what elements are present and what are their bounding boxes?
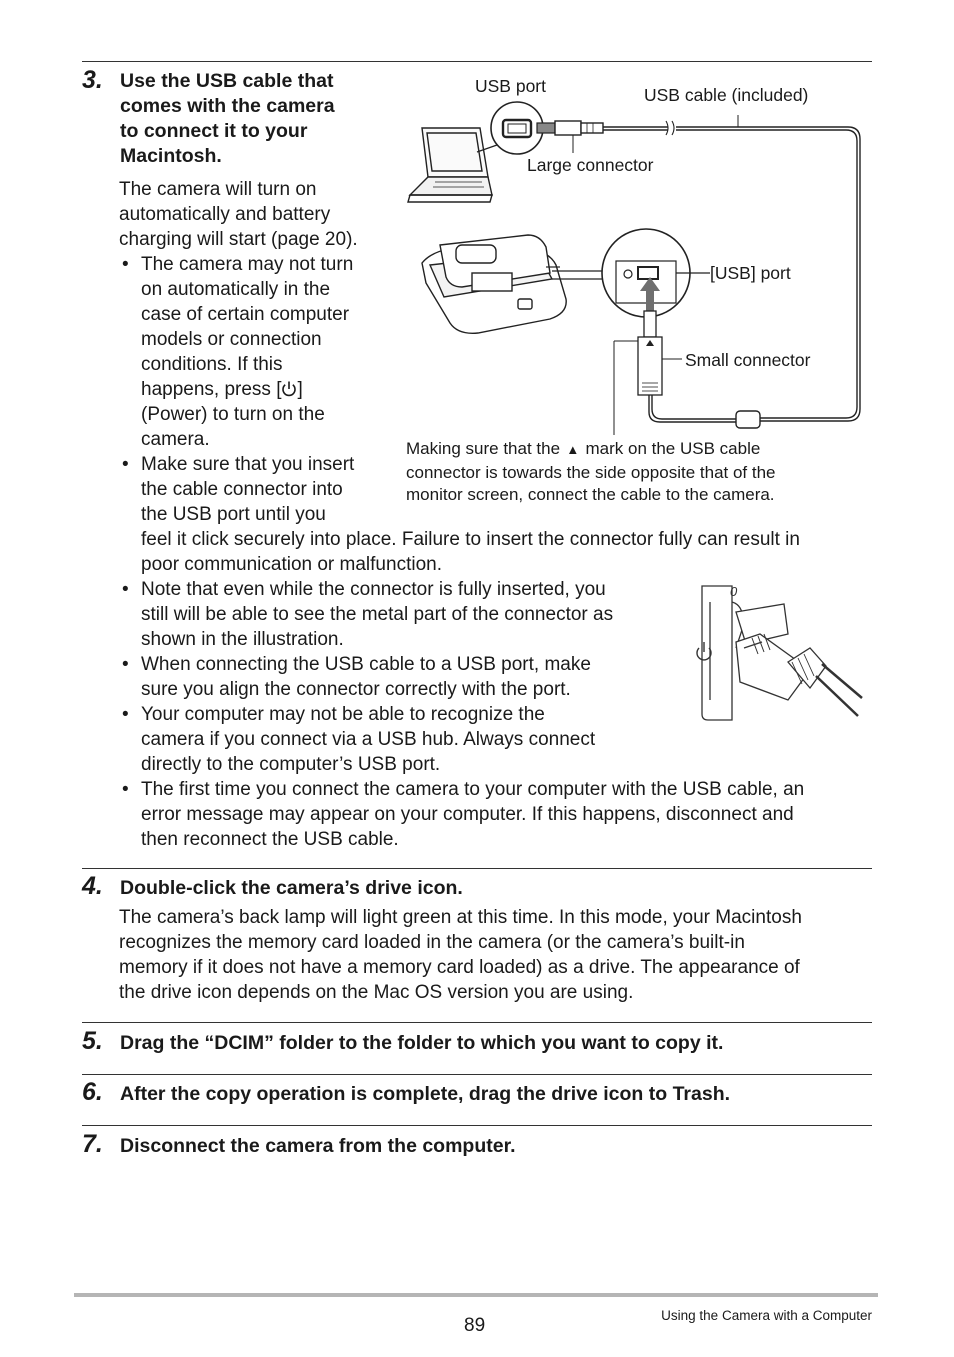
small-connector-icon — [614, 311, 682, 435]
bullet1-line: case of certain computer — [141, 304, 350, 325]
power-icon — [281, 380, 297, 398]
step3-rule — [82, 61, 872, 62]
caption-line: connector is towards the side opposite that of the — [406, 462, 776, 482]
footer-section-title: Using the Camera with a Computer — [661, 1308, 872, 1323]
step3-title-line: to connect it to your — [120, 120, 308, 142]
bullet4-line: sure you align the connector correctly with the port. — [141, 679, 571, 700]
bullet1-press-line — [141, 377, 353, 402]
step3-intro-line: charging will start (page 20). — [119, 229, 358, 250]
bullet2-line: the USB port until you — [141, 504, 326, 525]
step5-title: Drag the “DCIM” folder to the folder to which you want to copy it. — [120, 1032, 724, 1054]
bullet1-line: camera. — [141, 429, 210, 450]
bullet-mark: • — [122, 254, 129, 275]
camera-usb-port-zoom — [552, 229, 710, 317]
bullet2-line: feel it click securely into place. Failure to insert the connector fully can result in — [141, 529, 800, 550]
bullet4-line: When connecting the USB cable to a USB port, make — [141, 654, 591, 675]
step4-body-line: recognizes the memory card loaded in the camera (or the camera’s built-in — [119, 932, 745, 953]
bullet2-line: poor communication or malfunction. — [141, 554, 442, 575]
usb-port-bracket-label: [USB] port — [710, 263, 791, 283]
step4-rule — [82, 868, 872, 869]
step3-number: 3. — [82, 66, 103, 94]
step3-title — [120, 69, 335, 169]
bullet1-line: conditions. If this — [141, 354, 283, 375]
bullet3-line: Note that even while the connector is fully inserted, you — [141, 579, 606, 600]
large-connector-icon — [537, 121, 603, 153]
bullet-mark: • — [122, 704, 129, 725]
diagram-caption — [406, 438, 776, 507]
bullet6-line: The first time you connect the camera to your computer with the USB cable, an — [141, 779, 805, 800]
step6-rule — [82, 1074, 872, 1075]
bullet-mark: • — [122, 654, 129, 675]
caption-line: monitor screen, connect the cable to the camera. — [406, 485, 775, 504]
usb-port-label: USB port — [475, 76, 546, 96]
camera-cradle-icon — [422, 235, 566, 333]
bullet5-line: camera if you connect via a USB hub. Always connect — [141, 729, 596, 750]
bullet6-line: then reconnect the USB cable. — [141, 829, 399, 850]
step3-title-line: Macintosh. — [120, 145, 222, 167]
press-before: happens, press [ — [141, 379, 282, 400]
bullet-mark: • — [122, 579, 129, 600]
step4-body-line: memory if it does not have a memory card loaded) as a drive. The appearance of — [119, 957, 800, 978]
step7-rule — [82, 1125, 872, 1126]
caption-before: Making sure that the — [406, 439, 561, 458]
caption-line — [406, 438, 776, 462]
bullet-mark: • — [122, 454, 129, 475]
press-after: ] — [297, 379, 303, 400]
step4-body-line: the drive icon depends on the Mac OS version you are using. — [119, 982, 634, 1003]
step4-title: Double-click the camera’s drive icon. — [120, 877, 463, 899]
caption-after: mark on the USB cable — [585, 439, 761, 458]
step7-number: 7. — [82, 1130, 103, 1158]
triangle-mark-icon: ▲ — [566, 442, 580, 457]
bullet4-text — [141, 652, 591, 702]
step6-title: After the copy operation is complete, drag the drive icon to Trash. — [120, 1083, 731, 1105]
step4-body-line: The camera’s back lamp will light green at this time. In this mode, your Macintosh — [119, 907, 802, 928]
bullet5-text — [141, 702, 595, 777]
bullet3-line: still will be able to see the metal part of the connector as — [141, 604, 614, 625]
step4-body — [119, 905, 802, 1005]
usb-cable-label: USB cable (included) — [644, 85, 809, 105]
bullet5-line: Your computer may not be able to recognize the — [141, 704, 545, 725]
step3-intro — [119, 177, 358, 252]
bullet2-line: the cable connector into — [141, 479, 343, 500]
usb-connection-diagram — [400, 65, 870, 445]
usb-port-zoom — [477, 102, 543, 154]
step5-rule — [82, 1022, 872, 1023]
bullet-mark: • — [122, 779, 129, 800]
step3-title-line: Use the USB cable that — [120, 70, 334, 92]
inserted-connector-illustration — [692, 582, 872, 722]
footer-bar — [74, 1293, 878, 1297]
step4-number: 4. — [82, 872, 103, 900]
bullet1-line: on automatically in the — [141, 279, 331, 300]
bullet5-line: directly to the computer’s USB port. — [141, 754, 441, 775]
bullet1-text — [141, 252, 353, 452]
laptop-icon — [408, 128, 492, 202]
bullet3-line: shown in the illustration. — [141, 629, 344, 650]
page-number: 89 — [464, 1315, 486, 1336]
step3-title-line: comes with the camera — [120, 95, 335, 117]
bullet1-line: models or connection — [141, 329, 322, 350]
step6-number: 6. — [82, 1078, 103, 1106]
step3-intro-line: The camera will turn on — [119, 179, 317, 200]
step7-title: Disconnect the camera from the computer. — [120, 1135, 516, 1157]
small-connector-label: Small connector — [685, 350, 811, 370]
bullet6-text — [141, 777, 804, 852]
card-slot-glyph: 0 — [730, 584, 738, 599]
step3-intro-line: automatically and battery — [119, 204, 331, 225]
large-connector-label: Large connector — [527, 155, 654, 175]
step5-number: 5. — [82, 1027, 103, 1055]
bullet3-text — [141, 577, 613, 652]
bullet2-line: Make sure that you insert — [141, 454, 355, 475]
bullet6-line: error message may appear on your computer. If this happens, disconnect and — [141, 804, 794, 825]
bullet1-line: The camera may not turn — [141, 254, 354, 275]
bullet1-line: (Power) to turn on the — [141, 404, 325, 425]
